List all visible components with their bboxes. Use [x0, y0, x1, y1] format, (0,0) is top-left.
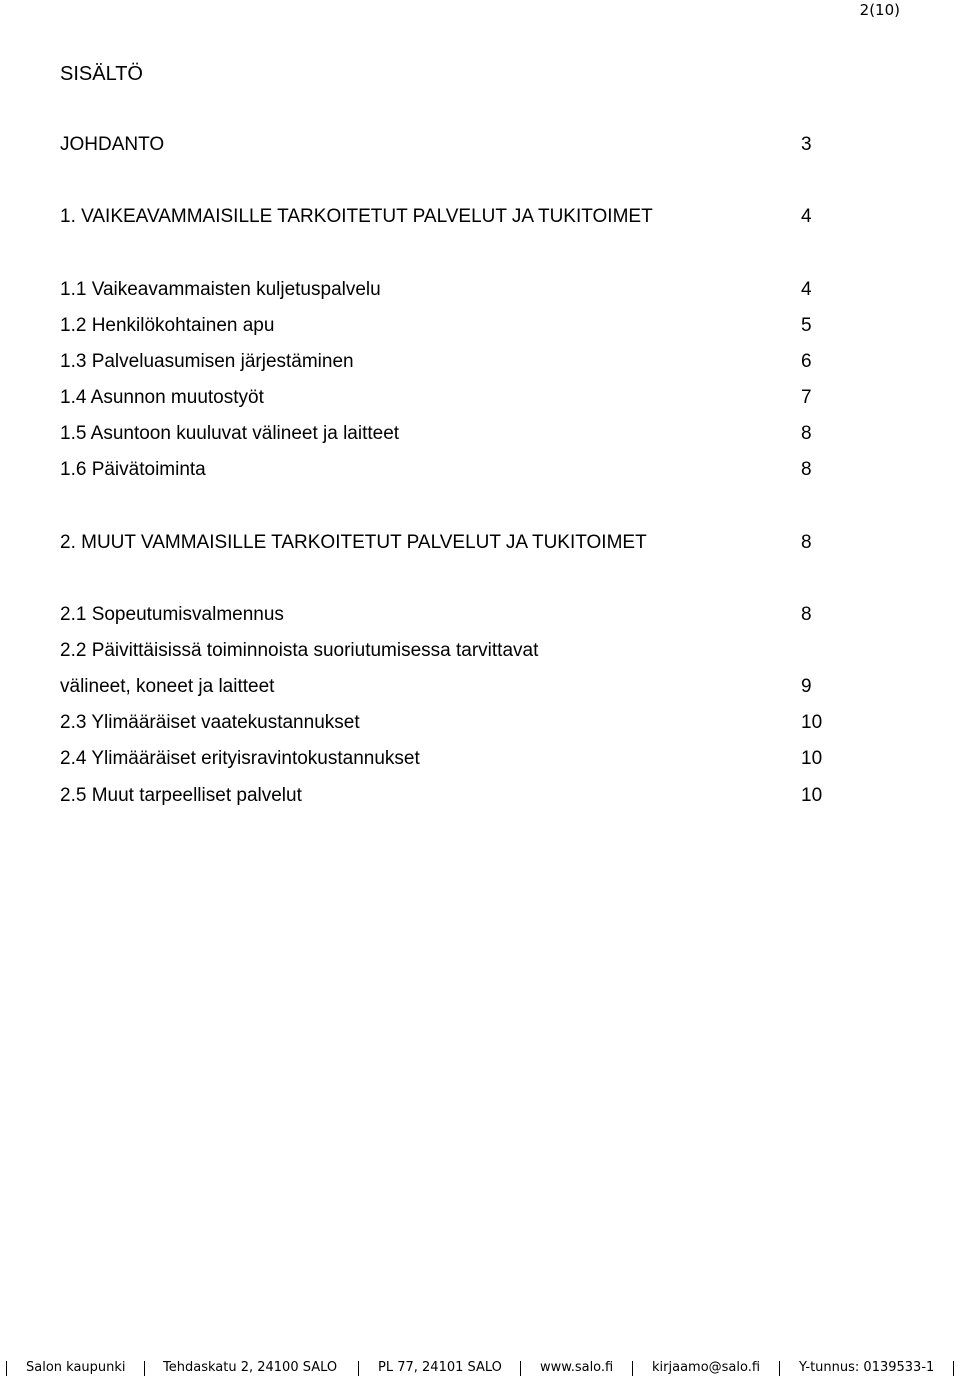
toc-entry-title: 1.1 Vaikeavammaisten kuljetuspalvelu — [60, 279, 381, 300]
toc-entry-title: 2.1 Sopeutumisvalmennus — [60, 604, 284, 625]
page-footer — [0, 1358, 960, 1378]
toc-entry[interactable] — [60, 639, 830, 663]
toc-entry[interactable] — [60, 422, 830, 446]
toc-entry-page: 8 — [801, 459, 812, 480]
toc-entry-title: 2. MUUT VAMMAISILLE TARKOITETUT PALVELUT JA TUKITOIMET — [60, 532, 647, 553]
toc-entry-title: 1.6 Päivätoiminta — [60, 459, 206, 480]
toc-entry-page: 8 — [801, 532, 812, 553]
toc-entry[interactable] — [60, 350, 830, 374]
toc-entry-title: 1.5 Asuntoon kuuluvat välineet ja laitteet — [60, 423, 400, 444]
toc-entry[interactable] — [60, 675, 830, 699]
footer-divider — [779, 1361, 780, 1376]
footer-divider — [953, 1361, 954, 1376]
footer-divider — [520, 1361, 521, 1376]
footer-divider — [6, 1361, 7, 1376]
toc-entry-page: 8 — [801, 423, 812, 444]
toc-entry-title: 1.3 Palveluasumisen järjestäminen — [60, 351, 354, 372]
footer-email-link[interactable]: kirjaamo@salo.fi — [652, 1360, 761, 1375]
toc-entry-page: 6 — [801, 351, 812, 372]
toc-entry-page: 4 — [801, 206, 812, 227]
toc-entry[interactable] — [60, 278, 830, 302]
toc-entry-page: 10 — [801, 785, 823, 806]
footer-divider — [144, 1361, 145, 1376]
toc-entry-page: 10 — [801, 712, 823, 733]
footer-business-id: Y-tunnus: 0139533-1 — [799, 1360, 935, 1375]
toc-entry-title: JOHDANTO — [60, 134, 165, 155]
toc-entry-title: 2.2 Päivittäisissä toiminnoista suoriutumisessa tarvittavat — [60, 640, 539, 661]
toc-entry-page: 7 — [801, 387, 812, 408]
toc-entry[interactable] — [60, 314, 830, 338]
toc-entry-page: 4 — [801, 279, 812, 300]
toc-entry[interactable] — [60, 603, 830, 627]
toc-entry-page: 3 — [801, 134, 812, 155]
footer-divider — [632, 1361, 633, 1376]
footer-street-address: Tehdaskatu 2, 24100 SALO — [163, 1360, 338, 1375]
toc-entry-page: 9 — [801, 676, 812, 697]
toc-entry-title: 2.3 Ylimääräiset vaatekustannukset — [60, 712, 360, 733]
footer-website-link[interactable]: www.salo.fi — [540, 1360, 614, 1375]
footer-postal-address: PL 77, 24101 SALO — [378, 1360, 502, 1375]
footer-organization: Salon kaupunki — [26, 1360, 126, 1375]
toc-entry[interactable] — [60, 205, 830, 229]
toc-entry[interactable] — [60, 386, 830, 410]
footer-divider — [358, 1361, 359, 1376]
toc-entry-page: 5 — [801, 315, 812, 336]
toc-entry[interactable] — [60, 784, 830, 808]
toc-entry[interactable] — [60, 531, 830, 555]
toc-entry[interactable] — [60, 458, 830, 482]
toc-entry-title: välineet, koneet ja laitteet — [60, 676, 275, 697]
toc-entry[interactable] — [60, 133, 830, 157]
toc-entry[interactable] — [60, 747, 830, 771]
page-number: 2(10) — [859, 1, 900, 19]
toc-entry-page: 10 — [801, 748, 823, 769]
toc-entry-title: 1.2 Henkilökohtainen apu — [60, 315, 275, 336]
toc-entry-title: 2.4 Ylimääräiset erityisravintokustannukset — [60, 748, 420, 769]
toc-entry-title: 1. VAIKEAVAMMAISILLE TARKOITETUT PALVELUT JA TUKITOIMET — [60, 206, 653, 227]
toc-entry-page: 8 — [801, 604, 812, 625]
toc-entry-title: 2.5 Muut tarpeelliset palvelut — [60, 785, 302, 806]
toc-entry[interactable] — [60, 711, 830, 735]
page-title: SISÄLTÖ — [60, 63, 143, 85]
toc-entry-title: 1.4 Asunnon muutostyöt — [60, 387, 264, 408]
